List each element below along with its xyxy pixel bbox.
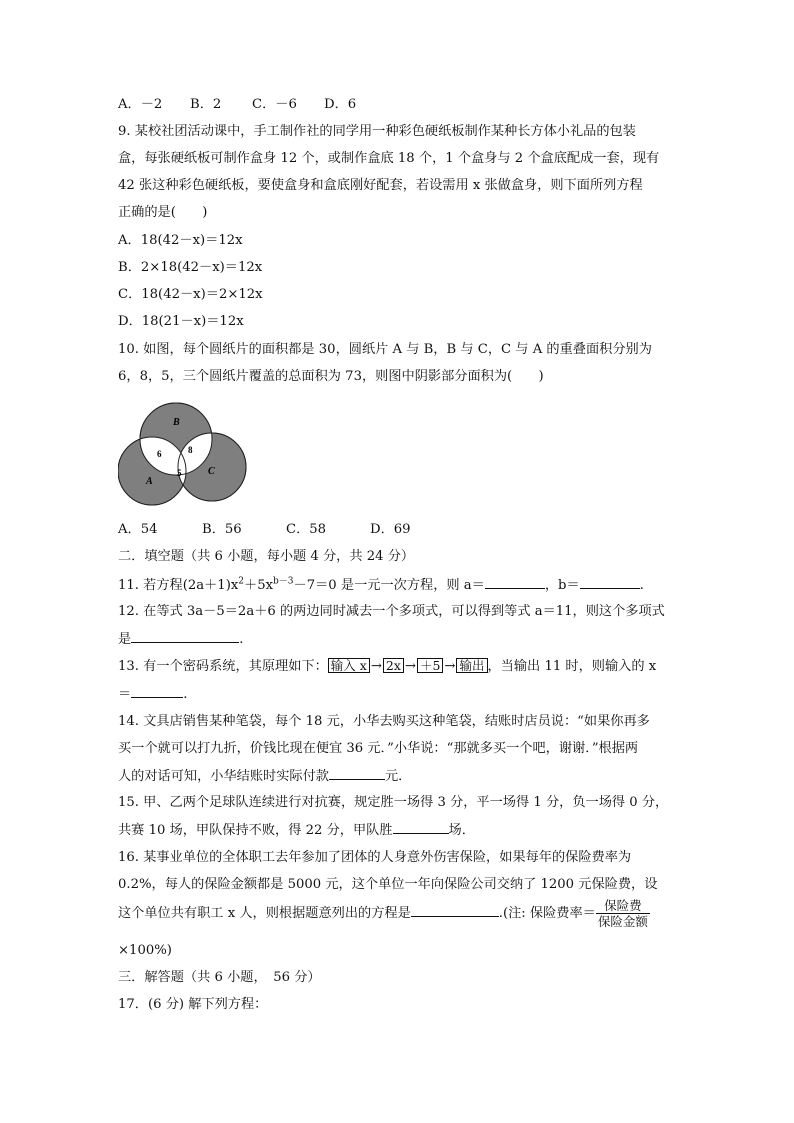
- q12-line-2: [118, 630, 243, 649]
- q9-line-4: 正确的是( ): [118, 205, 208, 220]
- q13-blank[interactable]: [131, 685, 183, 698]
- q9-line-3: 42 张这种彩色硬纸板，要使盒身和盒底刚好配套，若设需用 x 张做盒身，则下面所列方程: [118, 178, 643, 193]
- q13-line-1: [118, 658, 656, 676]
- q10-option-c: C．58: [286, 522, 327, 537]
- q9-option-d: D．18(21－x)＝12x: [118, 314, 244, 329]
- q16-line-4: ×100%): [118, 943, 172, 958]
- q9-option-b: B．2×18(42－x)＝12x: [118, 260, 263, 275]
- q14-line-1: 14. 文具店销售某种笔袋，每个 18 元，小华去购买这种笔袋，结账时店员说：“如果你再多: [118, 714, 650, 729]
- q12-text-pre: 是: [118, 632, 132, 647]
- q11-text-5: .: [639, 578, 644, 593]
- q15-line-1: 15. 甲、乙两个足球队连续进行对抗赛，规定胜一场得 3 分，平一场得 1 分，负一场得 0 分，: [118, 795, 669, 810]
- q16-fraction-denominator: 保险金额: [597, 914, 648, 929]
- q13-arrow-2: →: [404, 659, 416, 674]
- q15-text-pre: 共赛 10 场，甲队保持不败，得 22 分，甲队胜: [118, 823, 393, 838]
- q8-option-c: C．－6: [252, 97, 297, 112]
- q11-text-2: ＋5x: [244, 578, 274, 593]
- label-b: B: [173, 417, 180, 428]
- q16-fraction-numerator: 保险费: [596, 898, 650, 914]
- q13-text-end: .: [183, 687, 188, 702]
- q14-text-pre: 人的对话可知，小华结账时实际付款: [118, 769, 329, 784]
- q16-line-2: 0.2%，每人的保险金额都是 5000 元，这个单位一年向保险公司交纳了 1200 元保险费，设: [118, 877, 658, 892]
- q8-option-b: B．2: [190, 97, 222, 112]
- q16-text-pre: 这个单位共有职工 x 人，则根据题意列出的方程是: [118, 906, 411, 921]
- q12-blank[interactable]: [131, 630, 239, 643]
- q11-exponent-1: 2: [238, 576, 245, 587]
- q9-option-a: A．18(42－x)＝12x: [118, 233, 243, 248]
- section-3-heading: 三．解答题（共 6 小题， 56 分）: [118, 970, 321, 985]
- q8-option-a: A．－2: [118, 97, 163, 112]
- q11-blank-a[interactable]: [485, 576, 545, 589]
- q13-arrow-1: →: [370, 659, 382, 674]
- q8-options: [118, 96, 356, 114]
- q15-line-2: [118, 821, 475, 840]
- q14-line-3: [118, 767, 411, 786]
- section-2-heading: 二．填空题（共 6 小题，每小题 4 分，共 24 分）: [118, 549, 415, 564]
- q11-blank-b[interactable]: [580, 576, 640, 589]
- q16-line-1: 16. 某事业单位的全体职工去年参加了团体的人身意外伤害保险，如果每年的保险费率为: [118, 850, 632, 865]
- q14-blank[interactable]: [329, 767, 385, 780]
- q9-option-c: C．18(42－x)＝2×12x: [118, 287, 263, 302]
- q13-box-output: 输出: [456, 658, 487, 673]
- label-overlap-ab: 6: [157, 449, 162, 459]
- q10-line-1: 10. 如图，每个圆纸片的面积都是 30，圆纸片 A 与 B，B 与 C，C 与 A 的重叠面积分别为: [118, 342, 652, 357]
- q15-blank[interactable]: [393, 821, 449, 834]
- q8-option-d: D．6: [324, 97, 357, 112]
- q13-box-plus5: ＋5: [417, 658, 443, 673]
- q9-line-1: 9. 某校社团活动课中，手工制作社的同学用一种彩色硬纸板制作某种长方体小礼品的包装: [118, 124, 636, 139]
- q12-line-1: 12. 在等式 3a－5＝2a＋6 的两边同时减去一个多项式，可以得到等式 a＝11，则这个多项式: [118, 604, 665, 619]
- q13-text-eq: ＝: [118, 687, 132, 702]
- q13-line-2: [118, 685, 187, 704]
- q16-note: .(注: 保险费率＝: [498, 906, 596, 921]
- label-overlap-ca: 5: [177, 468, 182, 478]
- q10-option-a: A．54: [118, 522, 158, 537]
- q13-arrow-3: →: [444, 659, 456, 674]
- q11: [118, 576, 644, 595]
- label-overlap-bc: 8: [188, 445, 193, 455]
- q13-box-input: 输入 x: [328, 658, 370, 673]
- q11-text-1: 11. 若方程(2a＋1)x: [118, 578, 239, 593]
- q16-fraction: [596, 898, 650, 929]
- q17-heading: 17．(6 分) 解下列方程：: [118, 997, 268, 1012]
- label-a: A: [146, 476, 153, 487]
- venn-diagram: [118, 395, 248, 513]
- q12-text-end: .: [239, 632, 244, 647]
- q13-text-post: ，当输出 11 时，则输入的 x: [487, 659, 657, 674]
- q16-blank[interactable]: [411, 904, 499, 917]
- q10-options: [118, 521, 411, 539]
- q9-line-2: 盒，每张硬纸板可制作盒身 12 个，或制作盒底 18 个，1 个盒身与 2 个盒底配成一套，现有: [118, 151, 660, 166]
- q10-line-2: 6，8，5，三个圆纸片覆盖的总面积为 73，则图中阴影部分面积为( ): [118, 369, 544, 384]
- q14-text-end: 元．: [385, 769, 412, 784]
- q13-box-double: 2x: [383, 658, 404, 673]
- q11-text-3: －7＝0 是一元一次方程，则 a＝: [293, 578, 485, 593]
- q13-text-pre: 13. 有一个密码系统，其原理如下：: [118, 659, 328, 674]
- q14-line-2: 买一个就可以打九折，价钱比现在便宜 36 元．”小华说：“那就多买一个吧，谢谢．”根据两: [118, 741, 639, 756]
- label-c: C: [208, 466, 215, 477]
- q11-text-4: ，b＝: [544, 578, 580, 593]
- q16-line-3: [118, 898, 650, 930]
- q10-option-b: B．56: [202, 522, 242, 537]
- q15-text-end: 场．: [448, 823, 475, 838]
- q11-exponent-2: b－3: [273, 576, 294, 587]
- q10-option-d: D．69: [370, 522, 411, 537]
